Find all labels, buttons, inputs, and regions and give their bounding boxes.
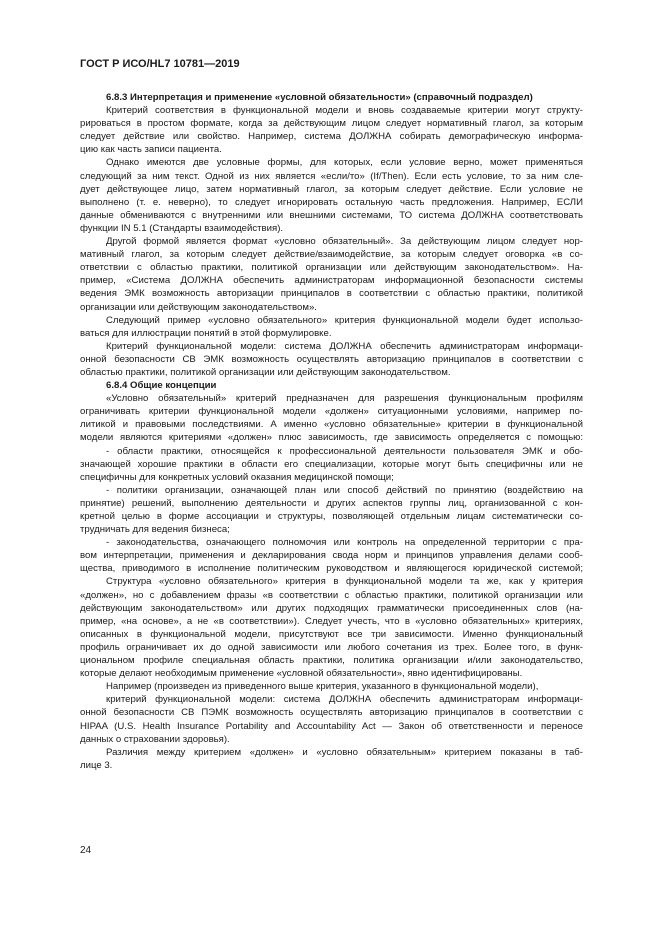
text-line: литикой и правовыми последствиями. А именно «условно обязательные» критерии в функциональной bbox=[80, 419, 583, 431]
text-line: щества, приводимого в исполнение политическим руководством и являющегося юридической системой; bbox=[80, 563, 583, 575]
text-line: действующим законодательством» или других подходящих грамматически присоединенных слов (на- bbox=[80, 602, 583, 614]
text-line: следует действие или свойство. Например, система ДОЛЖНА собирать демографическую информа- bbox=[80, 131, 583, 143]
text-line: следующий за ним текст. Одной из них является «если/то» (If/Then). Если есть условие, то за ним сле- bbox=[80, 170, 583, 182]
text-line: ваться для иллюстрации понятий в этой формулировке. bbox=[80, 327, 332, 339]
text-line: данных о страховании здоровья). bbox=[80, 733, 230, 745]
text-line: функции IN 5.1 (Стандарты взаимодействия). bbox=[80, 222, 284, 234]
text-line: - политики организации, означающей план или способ действий по принятию (воздействию на bbox=[106, 484, 583, 496]
text-line: Другой формой является формат «условно обязательный». За действующим лицом следует нор- bbox=[106, 236, 583, 248]
text-line: трудничать для ведения бизнеса; bbox=[80, 524, 230, 536]
text-line: HIPAA (U.S. Health Insurance Portability and Accountability Act — Закон об ответственности и переносе bbox=[80, 720, 583, 732]
text-line: цию как часть записи пациента. bbox=[80, 144, 222, 156]
text-line: вом интерпретации, применения и декларирования свода норм и принципов управления делами сооб- bbox=[80, 550, 583, 562]
text-line: значающей хорошие практики в области его специализации, которые могут быть специфичны или не bbox=[80, 458, 583, 470]
text-line: «Условно обязательный» критерий предназначен для разрешения функциональным профилям bbox=[106, 393, 583, 405]
text-line: онной безопасности СВ ЭМК возможность осуществлять авторизацию принципалов в соответствии с bbox=[80, 353, 583, 365]
text-line: «должен», но с добавлением фразы «в соответствии с областью практики, политикой организации или bbox=[80, 589, 583, 601]
text-line: Критерий функциональной модели: система ДОЛЖНА обеспечить администраторам информаци- bbox=[106, 340, 583, 352]
text-line: данные обмениваются с внутренними или внешними системами, ТО система ДОЛЖНА соответствовать bbox=[80, 209, 583, 221]
text-line: ведения ЭМК возможность авторизации принципалов в соответствии с областью практики, политикой bbox=[80, 288, 583, 300]
text-line: ограничивать критерии функциональной модели «должен» ситуационными условиями, например по- bbox=[80, 406, 583, 418]
text-line: модели являются критериями «должен» плюс зависимость, где зависимость определяется с помощью: bbox=[80, 432, 583, 444]
text-line: профиль ограничивает их до одной зависимости или любого сочетания из трех. Более того, в функ- bbox=[80, 641, 583, 653]
text-line: принятие) решений, выполнению деятельности и других аспектов группы лиц, организованной с кон- bbox=[80, 497, 583, 509]
text-line: рироваться в простом формате, когда за действующим лицом следует нормативный глагол, за которым bbox=[80, 118, 583, 130]
text-line: которые делают необходимым применение «условной обязательности», явно идентифицированы. bbox=[80, 668, 523, 680]
text-line: циональном профиле специальная область практики, политика организации и/или законодательство, bbox=[80, 655, 583, 667]
text-line: Критерий соответствия в функциональной модели и вновь создаваемые критерии могут структу- bbox=[106, 105, 583, 117]
text-line: онной безопасности СВ ПЭМК возможность осуществлять авторизацию принципалов в соответствии с bbox=[80, 707, 583, 719]
document-header: ГОСТ Р ИСО/HL7 10781—2019 bbox=[80, 58, 240, 70]
text-line: Например (произведен из приведенного выше критерия, указанного в функциональной модели), bbox=[106, 681, 539, 693]
text-line: Структура «условно обязательного» критерия в функциональной модели та же, как у критерия bbox=[106, 576, 583, 588]
text-line: пример, «Система ДОЛЖНА обеспечить администраторам информационной безопасности системы bbox=[80, 275, 583, 287]
text-line: описанных в функциональной модели, присутствуют все три зависимости. Именно функциональный bbox=[80, 628, 583, 640]
text-line: дует действующее лицо, затем нормативный глагол, за которым следует действие. Если условие не bbox=[80, 183, 583, 195]
text-line: - области практики, относящейся к профессиональной деятельности пользователя ЭМК и обо- bbox=[106, 445, 583, 457]
text-line: критерий функциональной модели: система ДОЛЖНА обеспечить администраторам информаци- bbox=[106, 694, 583, 706]
document-body bbox=[80, 91, 583, 772]
text-line: организации или действующим законодательством». bbox=[80, 301, 317, 313]
text-line: 6.8.4 Общие концепции bbox=[106, 380, 217, 392]
text-line: Различия между критерием «должен» и «условно обязательным» критерием показаны в таб- bbox=[106, 746, 583, 758]
text-line: кретной целью в форме ассоциации и структуры, позволяющей отдельным лицам систематически со- bbox=[80, 511, 583, 522]
page-number: 24 bbox=[80, 845, 92, 856]
text-line: областью практики, политикой организации или действующим законодательством. bbox=[80, 366, 451, 378]
text-line: Следующий пример «условно обязательного» критерия функциональной модели будет использо- bbox=[106, 314, 583, 326]
text-line: 6.8.3 Интерпретация и применение «условной обязательности» (справочный подраздел) bbox=[106, 92, 533, 103]
text-line: пример, «на основе», а не «в соответствии»). Следует учесть, что в «условно обязательных» критериях, bbox=[80, 615, 583, 627]
text-line: мативный глагол, за которым следует действие/взаимодействие, за которым следует оговорка «в со- bbox=[80, 249, 583, 261]
text-line: ответствии с областью практики, политикой организации или действующим законодательством». На- bbox=[80, 262, 583, 274]
text-line: специфичны для конкретных условий оказания медицинской помощи; bbox=[80, 471, 394, 483]
text-line: лице 3. bbox=[80, 759, 113, 771]
text-line: Однако имеются две условные формы, для которых, если условие верно, может применяться bbox=[106, 157, 583, 169]
text-line: выполнено (т. е. неверно), то следует игнорировать остальную часть предложения. Например, ЕСЛИ bbox=[80, 196, 583, 208]
text-line: - законодательства, означающего полномочия или контроль на определенной территории с пра- bbox=[106, 537, 583, 549]
